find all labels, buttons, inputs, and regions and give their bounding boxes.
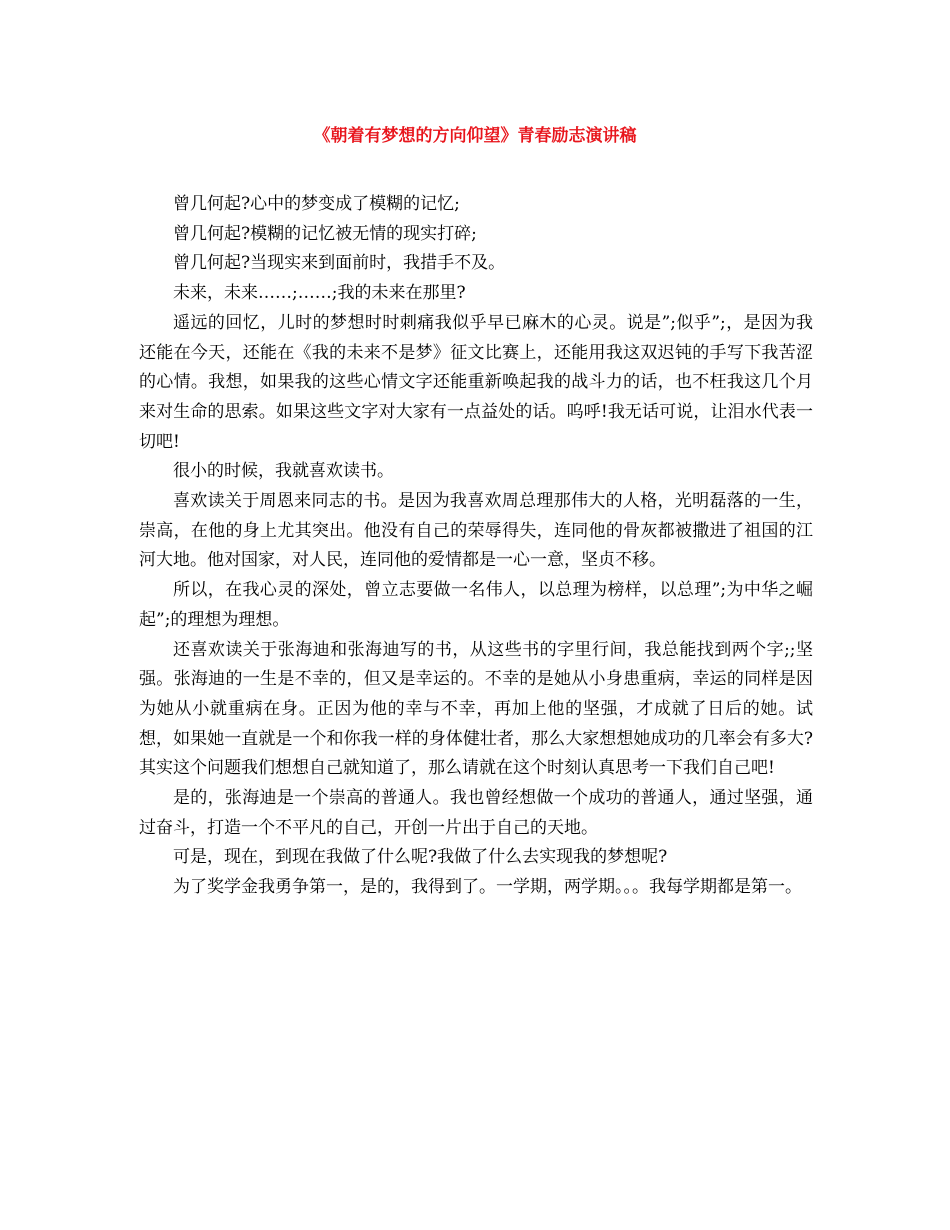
paragraph-11: 可是，现在，到现在我做了什么呢?我做了什么去实现我的梦想呢?: [173, 847, 668, 868]
paragraph-2: 曾几何起?模糊的记忆被无情的现实打碎;: [173, 223, 477, 244]
document-body: [139, 190, 813, 903]
paragraph-9: 还喜欢读关于张海迪和张海迪写的书，从这些书的字里行间，我总能找到两个字;;坚强。张海迪的一生是不幸的，但又是幸运的。不幸的是她从小身患重病，幸运的同样是因为她从小就重病在身。正因为他的幸与不幸，再加上他的坚强，才成就了日后的她。试想，如果她一直就是一个和你我一样的身体健壮者，那么大家想想她成功的几率会有多大?其实这个问题我们想想自己就知道了，那么请就在这个时刻认真思考一下我们自己吧!: [139, 639, 813, 779]
paragraph-3: 曾几何起?当现实来到面前时，我措手不及。: [173, 253, 506, 274]
paragraph-1: 曾几何起?心中的梦变成了模糊的记忆;: [173, 194, 460, 214]
paragraph-5: 遥远的回忆，儿时的梦想时时刺痛我似乎早已麻木的心灵。说是”;似乎”;，是因为我还能在今天，还能在《我的未来不是梦》征文比赛上，还能用我这双迟钝的手写下我苦涩的心情。我想，如果我的这些心情文字还能重新唤起我的战斗力的话，也不枉我这几个月来对生命的思索。如果这些文字对大家有一点益处的话。呜呼!我无话可说，让泪水代表一切吧!: [139, 312, 813, 452]
document-title: 《朝着有梦想的方向仰望》青春励志演讲稿: [313, 126, 637, 146]
paragraph-4: 未来，未来……;……;我的未来在那里?: [173, 283, 466, 304]
paragraph-7: 喜欢读关于周恩来同志的书。是因为我喜欢周总理那伟大的人格，光明磊落的一生，崇高，在他的身上尤其突出。他没有自己的荣辱得失，连同他的骨灰都被撒进了祖国的江河大地。他对国家，对人民，连同他的爱情都是一心一意，坚贞不移。: [139, 491, 813, 571]
paragraph-10: 是的，张海迪是一个崇高的普通人。我也曾经想做一个成功的普通人，通过坚强，通过奋斗，打造一个不平凡的自己，开创一片出于自己的天地。: [139, 788, 813, 838]
paragraph-6: 很小的时候，我就喜欢读书。: [173, 461, 394, 482]
paragraph-8: 所以，在我心灵的深处，曾立志要做一名伟人，以总理为榜样，以总理”;为中华之崛起”;的理想为理想。: [139, 580, 813, 630]
paragraph-12: 为了奖学金我勇争第一，是的，我得到了。一学期，两学期。。。我每学期都是第一。: [173, 877, 802, 898]
